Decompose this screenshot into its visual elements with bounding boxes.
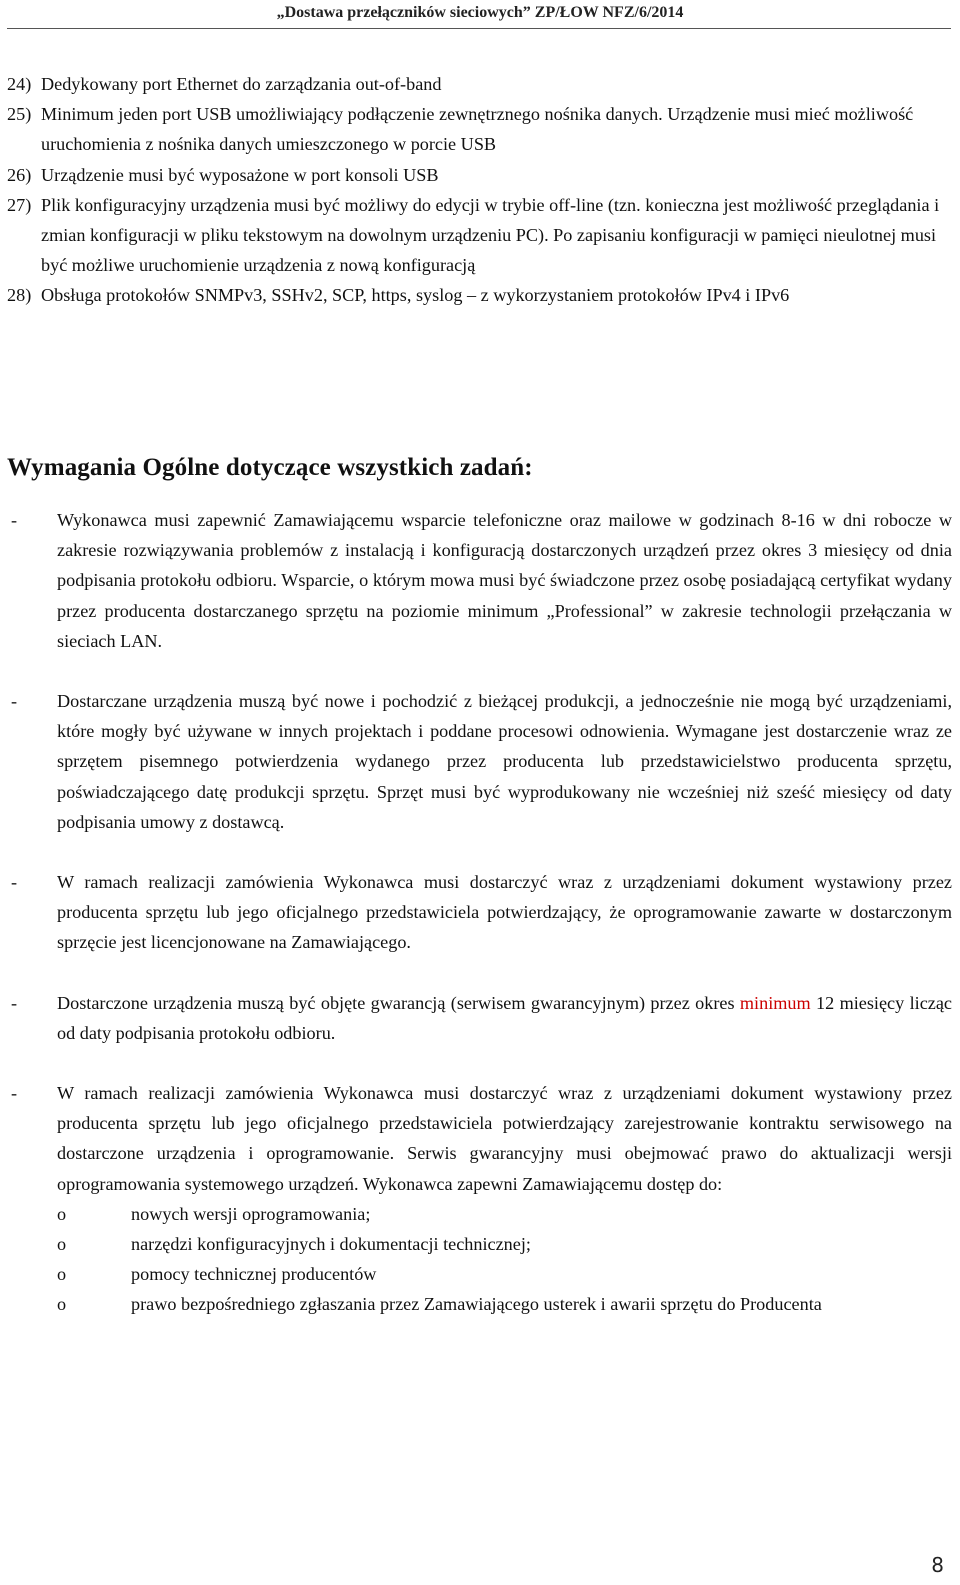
- requirement-text-part: 12 miesięcy licząc od daty podpisania protokołu odbioru.: [57, 992, 952, 1043]
- circle-bullet: o: [57, 1234, 67, 1255]
- document-header: „Dostawa przełączników sieciowych” ZP/ŁOW NFZ/6/2014: [276, 4, 684, 21]
- item-number: 26): [7, 164, 32, 185]
- list-item: [7, 280, 952, 310]
- requirement-text: W ramach realizacji zamówienia Wykonawca musi dostarczyć wraz z urządzeniami dokument wystawiony przez producenta sprzętu lub jego oficjalnego przedstawiciela potwierdzający zarejestrowanie kontraktu serwisowego na dostarczone urządzenia i oprogramowanie. Serwis gwarancyjny musi obejmować prawo do aktualizacji wersji oprogramowania systemowego urządzeń. Wykonawca zapewni Zamawiającemu dostęp do:: [57, 1083, 952, 1194]
- item-number: 28): [7, 285, 32, 306]
- sub-list-item: [57, 1259, 952, 1289]
- item-number: 27): [7, 194, 32, 215]
- requirement-item: [7, 686, 952, 837]
- list-item: [7, 160, 952, 190]
- dash-bullet: -: [11, 992, 18, 1013]
- sub-list-item: [57, 1289, 952, 1319]
- requirement-text: Wykonawca musi zapewnić Zamawiającemu wsparcie telefoniczne oraz mailowe w godzinach 8-16 w dni robocze w zakresie rozwiązywania problemów z instalacją i konfiguracją dostarczonych urządzeń przez okres 3 miesięcy od dnia podpisania protokołu odbioru. Wsparcie, o którym mowa musi być świadczone przez osobę posiadającą certyfikat wydany przez producenta dostarczanego sprzętu na poziomie minimum „Professional” w zakresie technologii przełączania w sieciach LAN.: [57, 510, 952, 651]
- sub-list-item: [57, 1229, 952, 1259]
- page-number: 8: [931, 1553, 944, 1577]
- requirement-text: W ramach realizacji zamówienia Wykonawca musi dostarczyć wraz z urządzeniami dokument wystawiony przez producenta sprzętu lub jego oficjalnego przedstawiciela potwierdzający, że oprogramowanie zawarte w dostarczonym sprzęcie jest licencjonowane na Zamawiającego.: [57, 872, 952, 953]
- requirement-item: [7, 1078, 952, 1320]
- sub-list-item: [57, 1199, 952, 1229]
- sub-item-text: prawo bezpośredniego zgłaszania przez Zamawiającego usterek i awarii sprzętu do Producenta: [131, 1294, 822, 1315]
- item-text: Minimum jeden port USB umożliwiający podłączenie zewnętrznego nośnika danych. Urządzenie musi mieć możliwość uruchomienia z nośnika danych umieszczonego w porcie USB: [41, 104, 914, 155]
- item-text: Obsługa protokołów SNMPv3, SSHv2, SCP, https, syslog – z wykorzystaniem protokołów IPv4 i IPv6: [41, 285, 790, 306]
- list-item: [7, 190, 952, 281]
- dash-bullet: -: [11, 1083, 18, 1104]
- circle-bullet: o: [57, 1264, 67, 1285]
- circle-bullet: o: [57, 1294, 67, 1315]
- sub-item-text: pomocy technicznej producentów: [131, 1264, 377, 1285]
- dash-bullet: -: [11, 691, 18, 712]
- list-item: [7, 69, 952, 99]
- list-item: [7, 99, 952, 159]
- requirement-item: [7, 867, 952, 958]
- circle-bullet: o: [57, 1203, 67, 1224]
- requirement-text: Dostarczane urządzenia muszą być nowe i pochodzić z bieżącej produkcji, a jednocześnie nie mogą być urządzeniami, które mogły być używane w innych projektach i poddane procesowi odnowienia. Wymagane jest dostarczenie wraz ze sprzętem pisemnego potwierdzenia wydanego przez producenta lub przedstawicielstwo producenta sprzętu, poświadczającego datę produkcji sprzętu. Sprzęt musi być wyprodukowany nie wcześniej niż sześć miesięcy od daty podpisania umowy z dostawcą.: [57, 691, 952, 832]
- highlighted-term: minimum: [739, 992, 811, 1013]
- item-number: 25): [7, 104, 32, 125]
- section-heading: Wymagania Ogólne dotyczące wszystkich zadań:: [7, 454, 533, 481]
- item-number: 24): [7, 74, 32, 94]
- requirement-item: [7, 988, 952, 1048]
- requirement-item: [7, 505, 952, 656]
- item-text: Urządzenie musi być wyposażone w port konsoli USB: [41, 164, 439, 185]
- sub-item-text: nowych wersji oprogramowania;: [131, 1203, 371, 1224]
- item-text: Plik konfiguracyjny urządzenia musi być możliwy do edycji w trybie off-line (tzn. konieczna jest możliwość przeglądania i zmian konfiguracji w pliku tekstowym na dowolnym urządzeniu PC). Po zapisaniu konfiguracji w pamięci nieulotnej musi być możliwe uruchomienie urządzenia z nową konfiguracją: [41, 194, 940, 276]
- requirements-list: [7, 505, 952, 1320]
- sub-item-text: narzędzi konfiguracyjnych i dokumentacji technicznej;: [131, 1234, 531, 1255]
- item-text: Dedykowany port Ethernet do zarządzania out-of-band: [41, 74, 442, 94]
- spec-list: [7, 69, 952, 311]
- header-divider: [7, 28, 951, 29]
- sub-list: [57, 1199, 952, 1320]
- dash-bullet: -: [11, 872, 18, 893]
- requirement-text-part: Dostarczone urządzenia muszą być objęte gwarancją (serwisem gwarancyjnym) przez okres: [57, 992, 740, 1013]
- dash-bullet: -: [11, 510, 18, 530]
- requirement-text: [57, 993, 952, 1043]
